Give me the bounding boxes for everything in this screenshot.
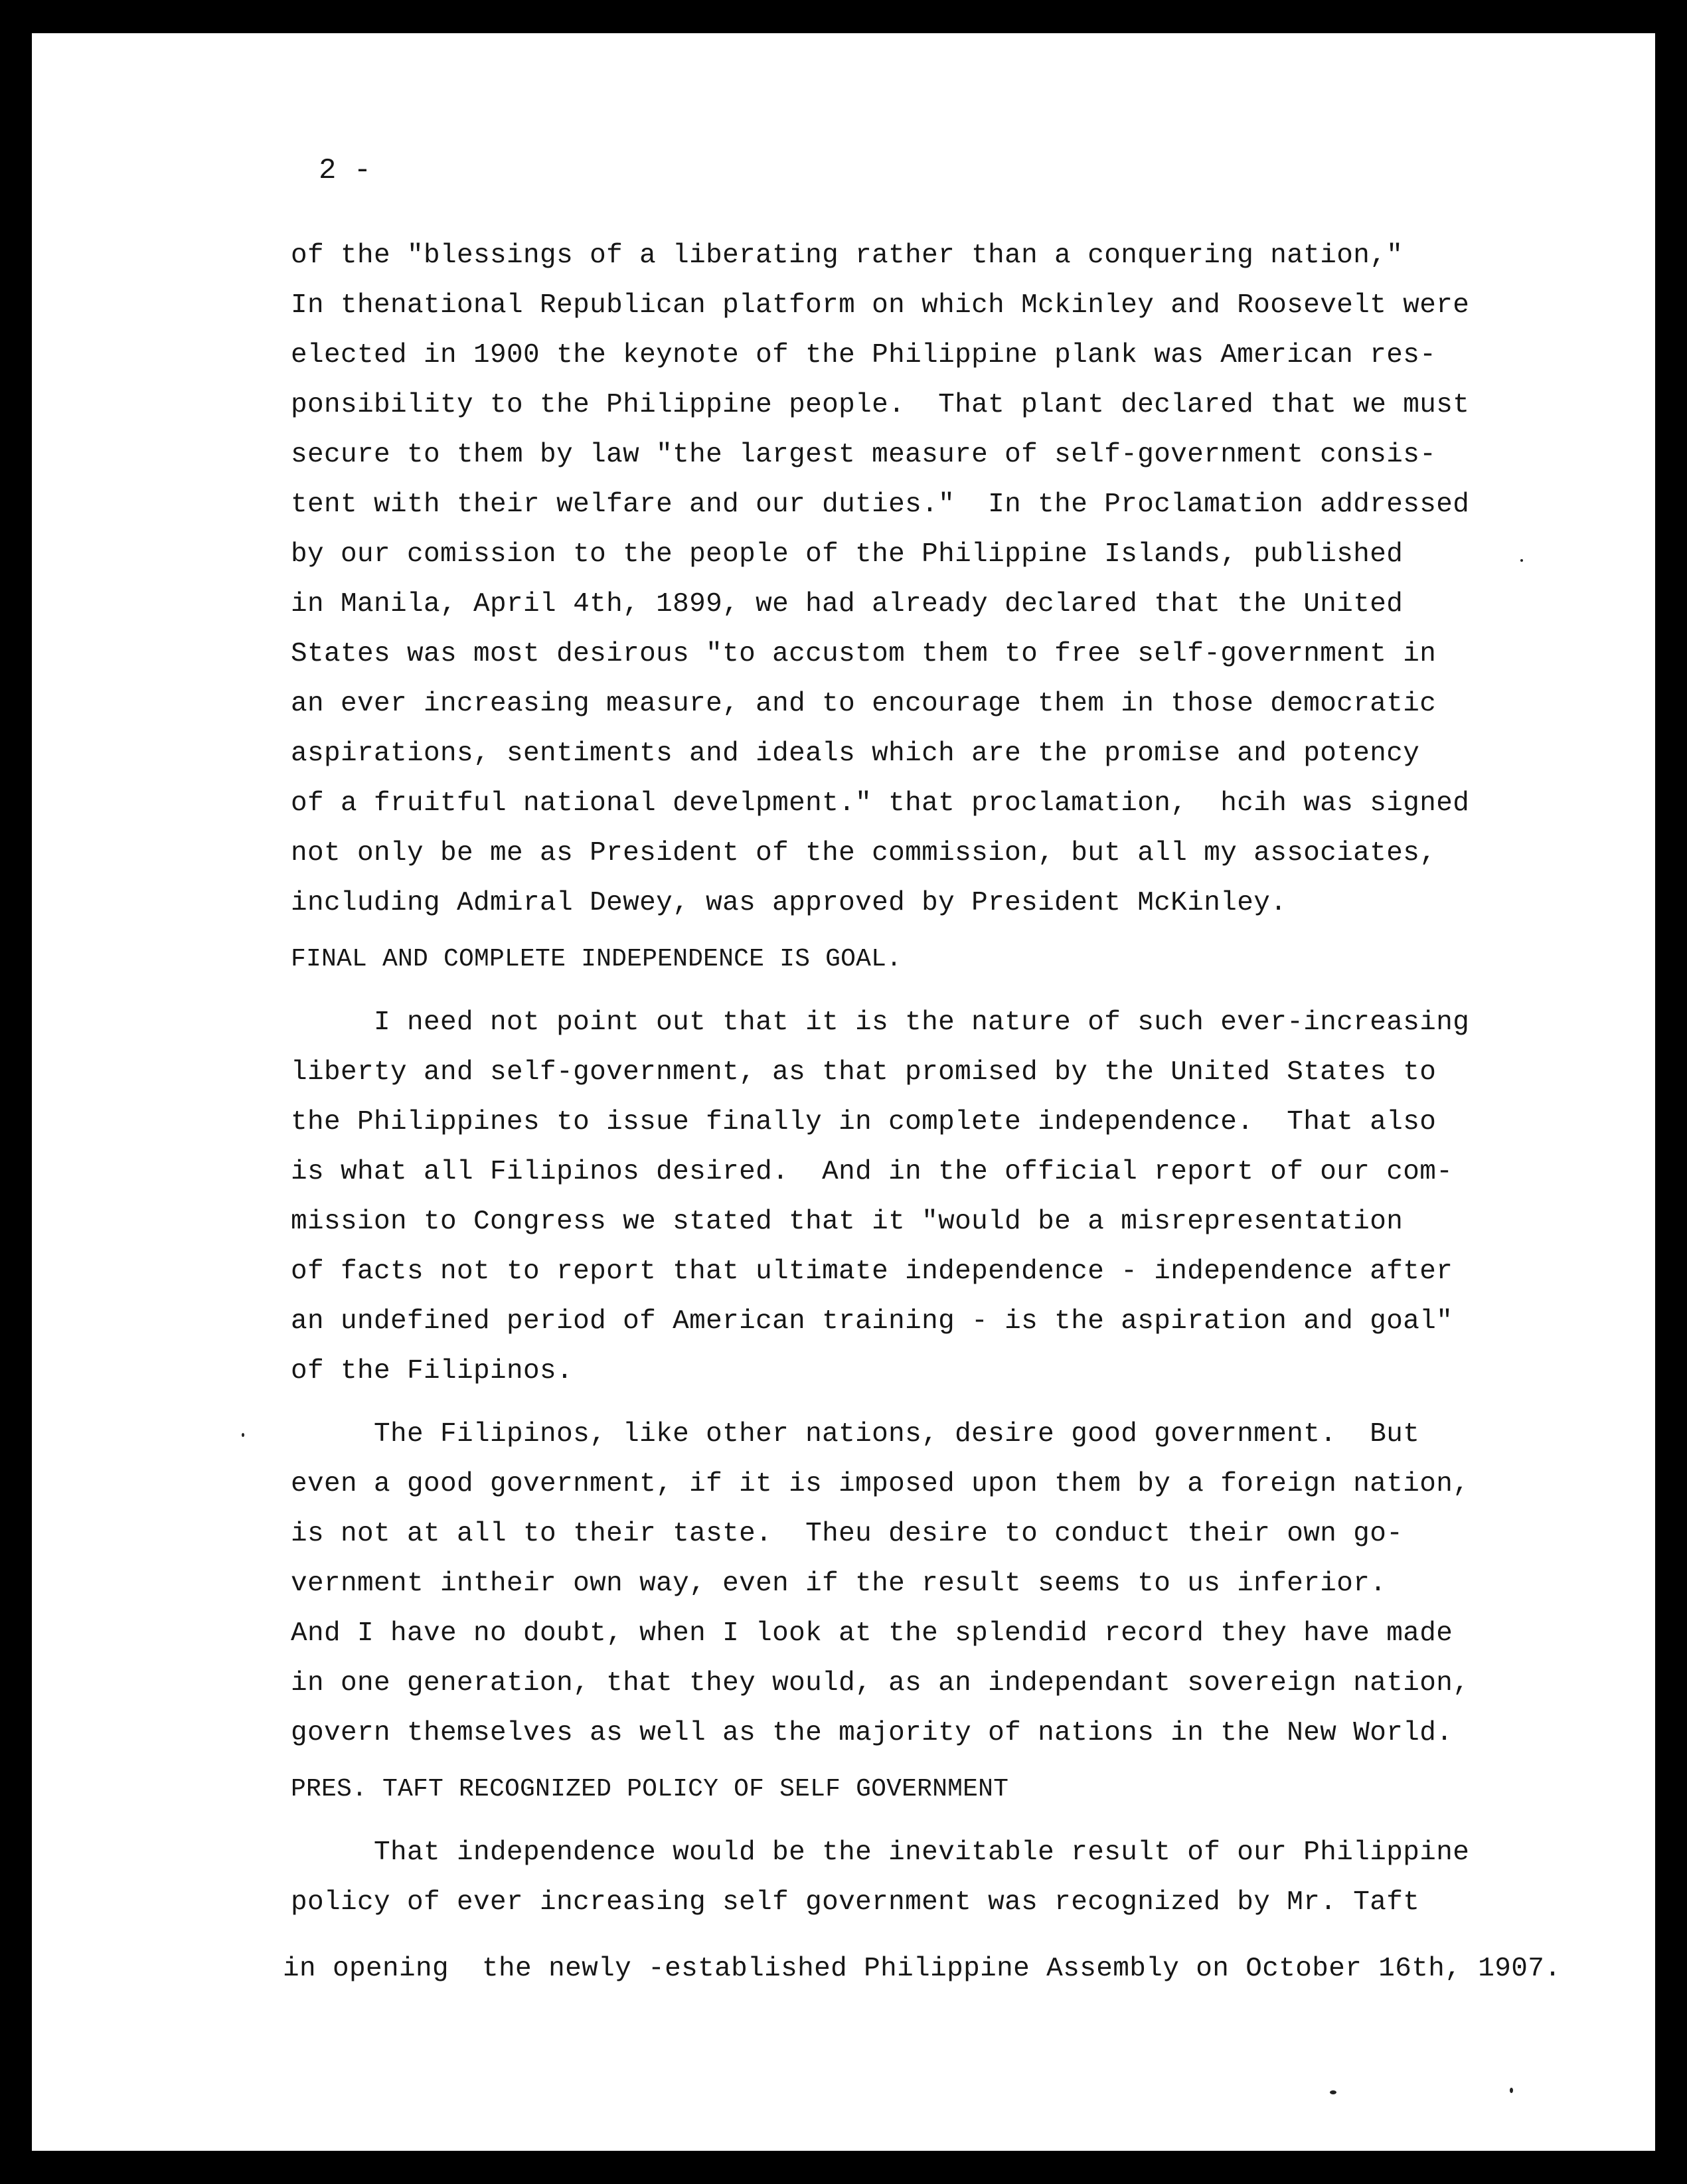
- body-line: by our comission to the people of the Philippine Islands, published: [291, 539, 1404, 570]
- body-line: The Filipinos, like other nations, desire good government. But: [291, 1419, 1420, 1450]
- body-line: the Philippines to issue finally in complete independence. That also: [291, 1107, 1437, 1137]
- body-line: an undefined period of American training - is the aspiration and goal": [291, 1306, 1453, 1337]
- section-heading: FINAL AND COMPLETE INDEPENDENCE IS GOAL.: [291, 945, 902, 973]
- body-line: secure to them by law "the largest measure of self-government consis-: [291, 440, 1437, 470]
- body-line: States was most desirous "to accustom them to free self-government in: [291, 639, 1437, 669]
- body-line: including Admiral Dewey, was approved by President McKinley.: [291, 888, 1287, 918]
- body-line: And I have no doubt, when I look at the splendid record they have made: [291, 1618, 1453, 1649]
- body-line: of a fruitful national develpment." that proclamation, hcih was signed: [291, 788, 1470, 819]
- body-line: liberty and self-government, as that promised by the United States to: [291, 1057, 1437, 1088]
- section-heading: PRES. TAFT RECOGNIZED POLICY OF SELF GOVERNMENT: [291, 1775, 1009, 1804]
- body-line: in Manila, April 4th, 1899, we had already declared that the United: [291, 589, 1404, 620]
- body-line: is not at all to their taste. Theu desire to conduct their own go-: [291, 1519, 1404, 1549]
- body-line: not only be me as President of the commission, but all my associates,: [291, 838, 1437, 869]
- body-line: govern themselves as well as the majority of nations in the New World.: [291, 1718, 1453, 1748]
- body-line: in one generation, that they would, as an independant sovereign nation,: [291, 1668, 1470, 1699]
- body-line: ponsibility to the Philippine people. That plant declared that we must: [291, 390, 1470, 420]
- body-line: of facts not to report that ultimate independence - independence after: [291, 1256, 1453, 1287]
- scan-speck: [1510, 2088, 1513, 2093]
- body-line: elected in 1900 the keynote of the Philippine plank was American res-: [291, 340, 1437, 371]
- body-line: of the Filipinos.: [291, 1356, 574, 1386]
- body-line: policy of ever increasing self government was recognized by Mr. Taft: [291, 1887, 1420, 1918]
- body-line: I need not point out that it is the nature of such ever-increasing: [291, 1007, 1470, 1038]
- body-line: an ever increasing measure, and to encourage them in those democratic: [291, 689, 1437, 719]
- body-line: mission to Congress we stated that it "would be a misrepresentation: [291, 1207, 1404, 1237]
- scan-speck: [1330, 2090, 1336, 2094]
- page-number: 2 -: [319, 154, 372, 187]
- body-line: That independence would be the inevitable result of our Philippine: [291, 1837, 1470, 1868]
- scan-speck: [242, 1433, 244, 1437]
- body-line: tent with their welfare and our duties." In the Proclamation addressed: [291, 489, 1470, 520]
- scan-speck: [1520, 559, 1523, 562]
- body-line: vernment intheir own way, even if the result seems to us inferior.: [291, 1568, 1387, 1599]
- body-line: of the "blessings of a liberating rather than a conquering nation,": [291, 240, 1404, 271]
- body-line: In thenational Republican platform on which Mckinley and Roosevelt were: [291, 290, 1470, 321]
- body-line: aspirations, sentiments and ideals which are the promise and potency: [291, 738, 1420, 769]
- body-line: in opening the newly -established Philippine Assembly on October 16th, 1907.: [283, 1954, 1562, 1984]
- body-line: is what all Filipinos desired. And in the official report of our com-: [291, 1157, 1453, 1187]
- body-line: even a good government, if it is imposed upon them by a foreign nation,: [291, 1469, 1470, 1499]
